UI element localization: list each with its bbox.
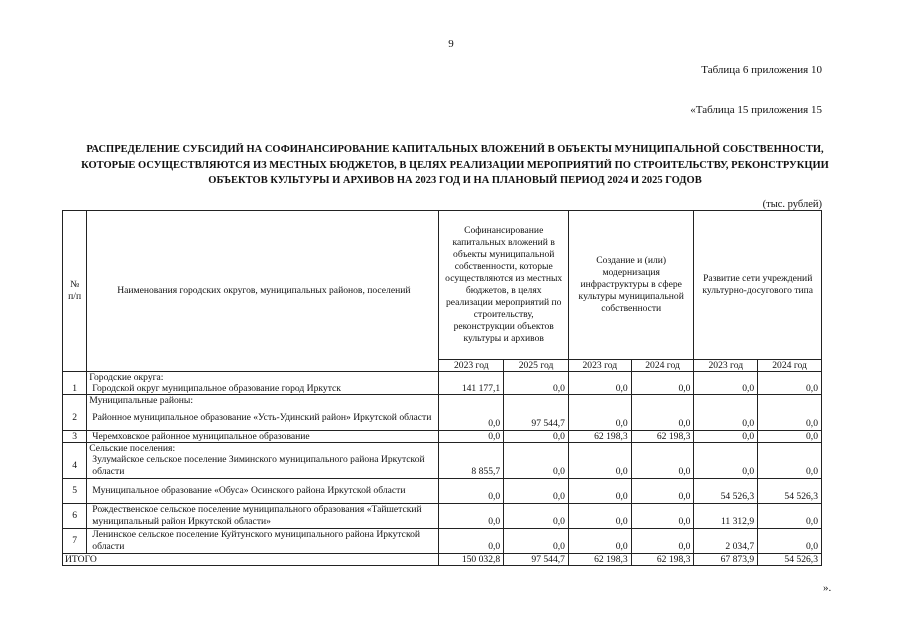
cell-value: 0,0 (631, 504, 694, 529)
cell-value: 0,0 (504, 504, 569, 529)
row-name: Черемховское районное муниципальное образование (87, 431, 439, 443)
units-note: (тыс. рублей) (762, 199, 822, 210)
cell-value: 0,0 (439, 431, 504, 443)
table-row (63, 383, 822, 395)
col-header-name: Наименования городских округов, муниципальных районов, поселений (87, 211, 439, 372)
year-header: 2025 год (504, 360, 569, 372)
row-number: 2 (63, 406, 87, 431)
col-header-cultural-network: Развитие сети учреждений культурно-досугового типа (694, 211, 822, 360)
page-number: 9 (448, 38, 454, 50)
total-value: 150 032,8 (439, 554, 504, 566)
total-value: 67 873,9 (694, 554, 758, 566)
section-label: Городские округа: (87, 372, 439, 384)
table-row (63, 479, 822, 504)
row-number: 1 (63, 383, 87, 395)
section-label: Сельские поселения: (87, 443, 439, 455)
total-row (63, 554, 822, 566)
cell-value: 0,0 (568, 529, 631, 554)
cell-value: 0,0 (758, 454, 822, 479)
table-row (63, 454, 822, 479)
cell-value: 141 177,1 (439, 383, 504, 395)
cell-value: 11 312,9 (694, 504, 758, 529)
cell-value: 0,0 (758, 504, 822, 529)
section-row (63, 443, 822, 455)
year-header: 2023 год (694, 360, 758, 372)
section-row (63, 395, 822, 407)
year-header: 2024 год (758, 360, 822, 372)
row-name: Районное муниципальное образование «Усть-Удинский район» Иркутской области (87, 406, 439, 431)
cell-value: 0,0 (504, 431, 569, 443)
cell-value: 0,0 (758, 406, 822, 431)
cell-value: 0,0 (568, 454, 631, 479)
cell-value: 0,0 (504, 454, 569, 479)
row-name: Рождественское сельское поселение муниципального образования «Тайшетский муниципальный район Иркутской области» (87, 504, 439, 529)
row-number: 7 (63, 529, 87, 554)
cell-value: 0,0 (631, 529, 694, 554)
col-header-infrastructure: Создание и (или) модернизация инфраструктуры в сфере культуры муниципальной собственности (568, 211, 693, 360)
cell-value: 0,0 (568, 504, 631, 529)
cell-value: 62 198,3 (631, 431, 694, 443)
year-header: 2024 год (631, 360, 694, 372)
col-header-capital-investment: Софинансирование капитальных вложений в объекты муниципальной собственности, которые осуществляются из местных бюджетов, в целях реализации мероприятий по строительству, реконструкции объектов культуры и архивов (439, 211, 569, 360)
cell-value: 0,0 (439, 406, 504, 431)
total-value: 97 544,7 (504, 554, 569, 566)
total-label: ИТОГО (63, 554, 439, 566)
col-header-number: № п/п (63, 211, 87, 372)
cell-value: 62 198,3 (568, 431, 631, 443)
cell-value: 0,0 (439, 529, 504, 554)
cell-value: 0,0 (439, 504, 504, 529)
annex-reference: Таблица 6 приложения 10 (701, 64, 822, 76)
cell-value: 54 526,3 (758, 479, 822, 504)
cell-value: 0,0 (504, 479, 569, 504)
cell-value: 0,0 (694, 406, 758, 431)
cell-value: 0,0 (631, 454, 694, 479)
cell-value: 0,0 (504, 529, 569, 554)
cell-value: 0,0 (631, 383, 694, 395)
cell-value: 0,0 (631, 406, 694, 431)
document-title: РАСПРЕДЕЛЕНИЕ СУБСИДИЙ НА СОФИНАНСИРОВАНИЕ КАПИТАЛЬНЫХ ВЛОЖЕНИЙ В ОБЪЕКТЫ МУНИЦИПАЛЬНОЙ СОБСТВЕННОСТИ, КОТОРЫЕ ОСУЩЕСТВЛЯЮТСЯ ИЗ МЕСТНЫХ БЮДЖЕТОВ, В ЦЕЛЯХ РЕАЛИЗАЦИИ МЕРОПРИЯТИЙ ПО СТРОИТЕЛЬСТВУ, РЕКОНСТРУКЦИИ ОБЪЕКТОВ КУЛЬТУРЫ И АРХИВОВ НА 2023 ГОД И НА ПЛАНОВЫЙ ПЕРИОД 2024 И 2025 ГОДОВ (81, 144, 829, 186)
cell-value: 0,0 (568, 406, 631, 431)
row-name: Муниципальное образование «Обуса» Осинского района Иркутской области (87, 479, 439, 504)
cell-value: 0,0 (439, 479, 504, 504)
table-row (63, 431, 822, 443)
cell-value: 97 544,7 (504, 406, 569, 431)
closing-quote: ». (823, 582, 832, 594)
cell-value: 0,0 (758, 431, 822, 443)
section-label: Муниципальные районы: (87, 395, 439, 407)
year-header: 2023 год (439, 360, 504, 372)
total-value: 62 198,3 (568, 554, 631, 566)
cell-value: 0,0 (504, 383, 569, 395)
table-row (63, 504, 822, 529)
row-number: 4 (63, 454, 87, 479)
cell-value: 0,0 (694, 383, 758, 395)
row-number: 5 (63, 479, 87, 504)
table-row (63, 406, 822, 431)
cell-value: 0,0 (758, 383, 822, 395)
total-value: 54 526,3 (758, 554, 822, 566)
row-name: Зулумайское сельское поселение Зиминского муниципального района Иркутской области (87, 454, 439, 479)
section-row (63, 372, 822, 384)
table-row (63, 529, 822, 554)
cell-value: 8 855,7 (439, 454, 504, 479)
row-name: Ленинское сельское поселение Куйтунского муниципального района Иркутской области (87, 529, 439, 554)
cell-value: 0,0 (694, 431, 758, 443)
cell-value: 0,0 (568, 383, 631, 395)
row-number: 6 (63, 504, 87, 529)
year-header: 2023 год (568, 360, 631, 372)
cell-value: 2 034,7 (694, 529, 758, 554)
row-number: 3 (63, 431, 87, 443)
cell-value: 0,0 (694, 454, 758, 479)
annex-reference-original: «Таблица 15 приложения 15 (690, 104, 822, 116)
cell-value: 0,0 (631, 479, 694, 504)
total-value: 62 198,3 (631, 554, 694, 566)
cell-value: 54 526,3 (694, 479, 758, 504)
subsidy-table (62, 210, 822, 566)
cell-value: 0,0 (568, 479, 631, 504)
row-name: Городской округ муниципальное образование город Иркутск (87, 383, 439, 395)
cell-value: 0,0 (758, 529, 822, 554)
